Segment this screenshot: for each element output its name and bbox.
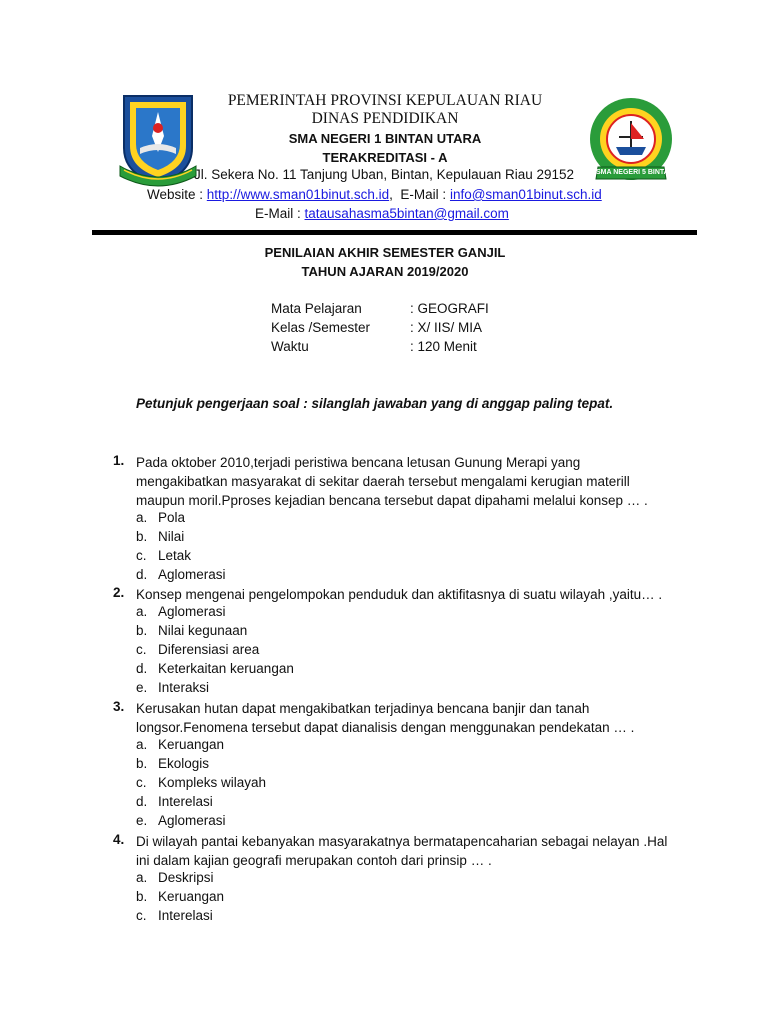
- header-department: DINAS PENDIDIKAN: [311, 110, 459, 127]
- question-line: ini dalam kajian geografi merupakan contoh dari prinsip … .: [136, 853, 492, 868]
- email2-label: E-Mail :: [255, 206, 301, 221]
- question-number: 1.: [113, 453, 125, 468]
- website-label: Website :: [147, 187, 204, 202]
- province-logo: [118, 92, 198, 190]
- question-line: Di wilayah pantai kebanyakan masyarakatnya bermatapencaharian sebagai nelayan .Hal: [136, 834, 668, 849]
- website-link[interactable]: http://www.sman01binut.sch.id: [206, 187, 390, 202]
- info-key: Waktu: [271, 339, 309, 354]
- header-government: PEMERINTAH PROVINSI KEPULAUAN RIAU: [227, 92, 543, 109]
- exam-title: PENILAIAN AKHIR SEMESTER GANJIL: [264, 245, 506, 260]
- info-value: : GEOGRAFI: [410, 301, 489, 316]
- email2-link[interactable]: tatausahasma5bintan@gmail.com: [304, 206, 509, 221]
- header-address: Jl. Sekera No. 11 Tanjung Uban, Bintan, Kepulauan Riau 29152: [194, 167, 575, 182]
- question-line: longsor.Fenomena tersebut dapat dianalisis dengan menggunakan pendekatan … .: [136, 720, 635, 735]
- info-value: : 120 Menit: [410, 339, 477, 354]
- email-label: E-Mail :: [400, 187, 447, 202]
- exam-instruction: Petunjuk pengerjaan soal : silanglah jawaban yang di anggap paling tepat.: [136, 396, 614, 411]
- question-line: maupun moril.Pproses kejadian bencana tersebut dapat dipahami melalui konsep … .: [136, 493, 648, 508]
- question-line: Kerusakan hutan dapat mengakibatkan terjadinya bencana banjir dan tanah: [136, 701, 590, 716]
- question-line: Konsep mengenai pengelompokan penduduk dan aktifitasnya di suatu wilayah ,yaitu… .: [136, 587, 663, 602]
- school-logo: [586, 97, 676, 185]
- info-key: Kelas /Semester: [271, 320, 371, 335]
- question-number: 4.: [113, 832, 125, 847]
- school-logo-text: SMA NEGERI 5 BINTAN: [596, 169, 674, 176]
- question-line: mengakibatkan masyarakat di sekitar daerah tersebut mengalami kerugian materill: [136, 474, 630, 489]
- header-divider: [92, 230, 697, 235]
- info-value: : X/ IIS/ MIA: [410, 320, 483, 335]
- header-school-name: SMA NEGERI 1 BINTAN UTARA: [288, 131, 482, 146]
- header-accreditation: TERAKREDITASI - A: [322, 150, 448, 165]
- question-number: 3.: [113, 699, 125, 714]
- question-line: Pada oktober 2010,terjadi peristiwa bencana letusan Gunung Merapi yang: [136, 455, 581, 470]
- question-number: 2.: [113, 585, 125, 600]
- info-key: Mata Pelajaran: [271, 301, 362, 316]
- email-link[interactable]: info@sman01binut.sch.id: [449, 187, 602, 202]
- header-contact-row: Website : http://www.sman01binut.sch.id, E-Mail : info@sman01binut.sch.id: [147, 187, 602, 202]
- header-email-row: [255, 206, 509, 221]
- exam-year: TAHUN AJARAN 2019/2020: [301, 264, 469, 279]
